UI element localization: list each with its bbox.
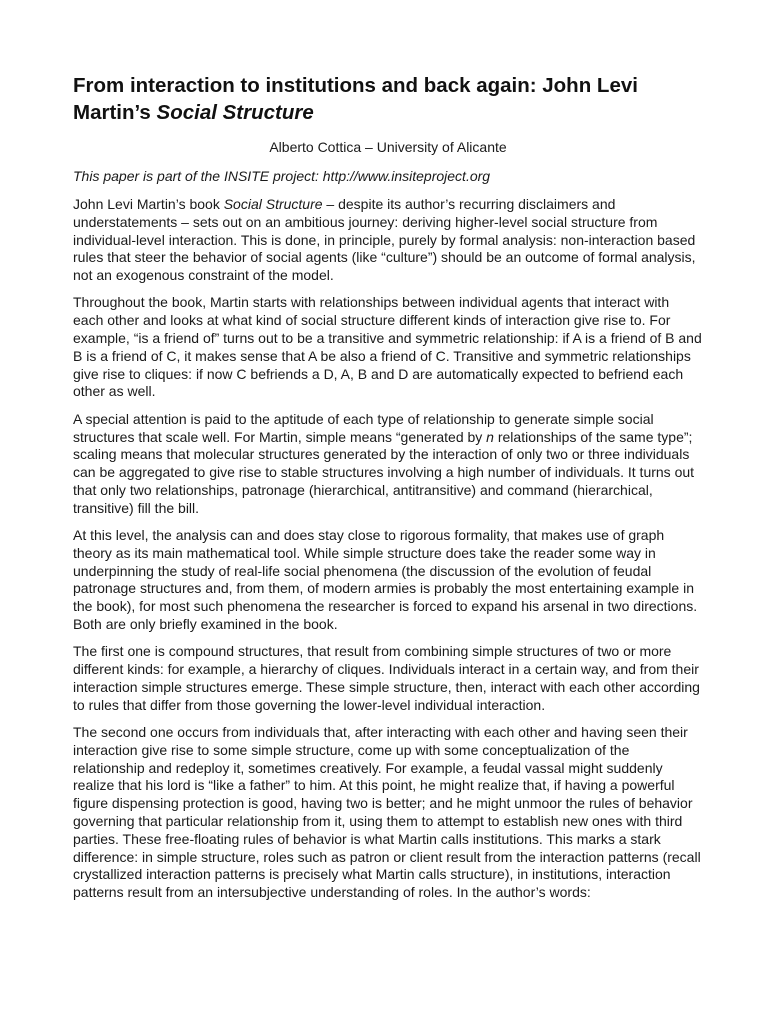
- paragraph-4: At this level, the analysis can and does stay close to rigorous formality, that makes use of graph theory as its main mathematical tool. While simple structure does take the reader some way in underpinning the study of real-life social phenomena (the discussion of the evolution of feudal patronage structures and, from them, of modern armies is probably the most entertaining example in the book), for most such phenomena the researcher is forced to expand his arsenal in two directions. Both are only briefly examined in the book.: [73, 527, 698, 633]
- paragraph-6: The second one occurs from individuals that, after interacting with each other and having seen their interaction give rise to some simple structure, come up with some conceptualization of the relationship and redeploy it, sometimes creatively. For example, a feudal vassal might suddenly realize that his lord is “like a father” to him. At this point, he might realize that, if having a powerful figure dispensing protection is good, having two is better; and he might unmoor the rules of behavior governing that particular relationship from it, using them to attempt to establish new ones with third parties. These free-floating rules of behavior is what Martin calls institutions. This marks a stark difference: in simple structure, roles such as patron or client result from the interaction patterns (recall crystallized interaction patterns is precisely what Martin calls structure), in institutions, interaction patterns result from an intersubjective understanding of roles. In the author’s words:: [73, 724, 701, 901]
- paragraph-2: Throughout the book, Martin starts with relationships between individual agents that interact with each other and looks at what kind of social structure different kinds of interaction give rise to. For example, “is a friend of” turns out to be a transitive and symmetric relationship: if A is a friend of B and B is a friend of C, it makes sense that A be also a friend of C. Transitive and symmetric relationships give rise to cliques: if now C befriends a D, A, B and D are automatically expected to befriend each other as well.: [73, 294, 702, 400]
- document-title: [73, 72, 703, 126]
- title-italic-text: Social Structure: [156, 101, 314, 124]
- paragraph-5: The first one is compound structures, that result from combining simple structures of two or more different kinds: for example, a hierarchy of cliques. Individuals interact in a certain way, and from their interaction simple structures emerge. These simple structure, then, interact with each other according to rules that differ from those governing the lower-level individual interaction.: [73, 643, 700, 713]
- paragraph-1-part-a: John Levi Martin’s book: [73, 196, 224, 212]
- paragraph-1-book-title: Social Structure: [223, 196, 323, 212]
- title-main-text: From interaction to institutions and back again: John Levi Martin’s: [73, 74, 638, 124]
- paragraph-1: [73, 196, 703, 285]
- paragraph-1-part-b: – despite its author’s recurring disclaimers and understatements – sets out on an ambitious journey: deriving higher-level social structure from individual-level interaction. This is done, in principle, purely by formal analysis: non-interaction based rules that steer the behavior of social agents (like “culture”) should be an outcome of formal analysis, not an exogenous constraint of the model.: [73, 196, 696, 284]
- paragraph-3: [73, 411, 703, 518]
- document-page: [73, 72, 703, 911]
- paragraph-3-part-a: A special attention is paid to the aptitude of each type of relationship to generate simple social structures that scale well. For Martin, simple means “generated by: [73, 410, 654, 445]
- paragraph-3-part-b: relationships of the same type”; scaling means that molecular structures generated by the interaction of only two or three individuals can be aggregated to give rise to stable structures involving a high number of individuals. It turns out that only two relationships, patronage (hierarchical, antitransitive) and command (hierarchical, transitive) fill the bill.: [73, 428, 695, 516]
- paragraph-3-italic-n: n: [486, 428, 494, 445]
- project-note: This paper is part of the INSITE project: http://www.insiteproject.org: [73, 168, 491, 184]
- author-line: Alberto Cottica – University of Alicante: [269, 139, 507, 155]
